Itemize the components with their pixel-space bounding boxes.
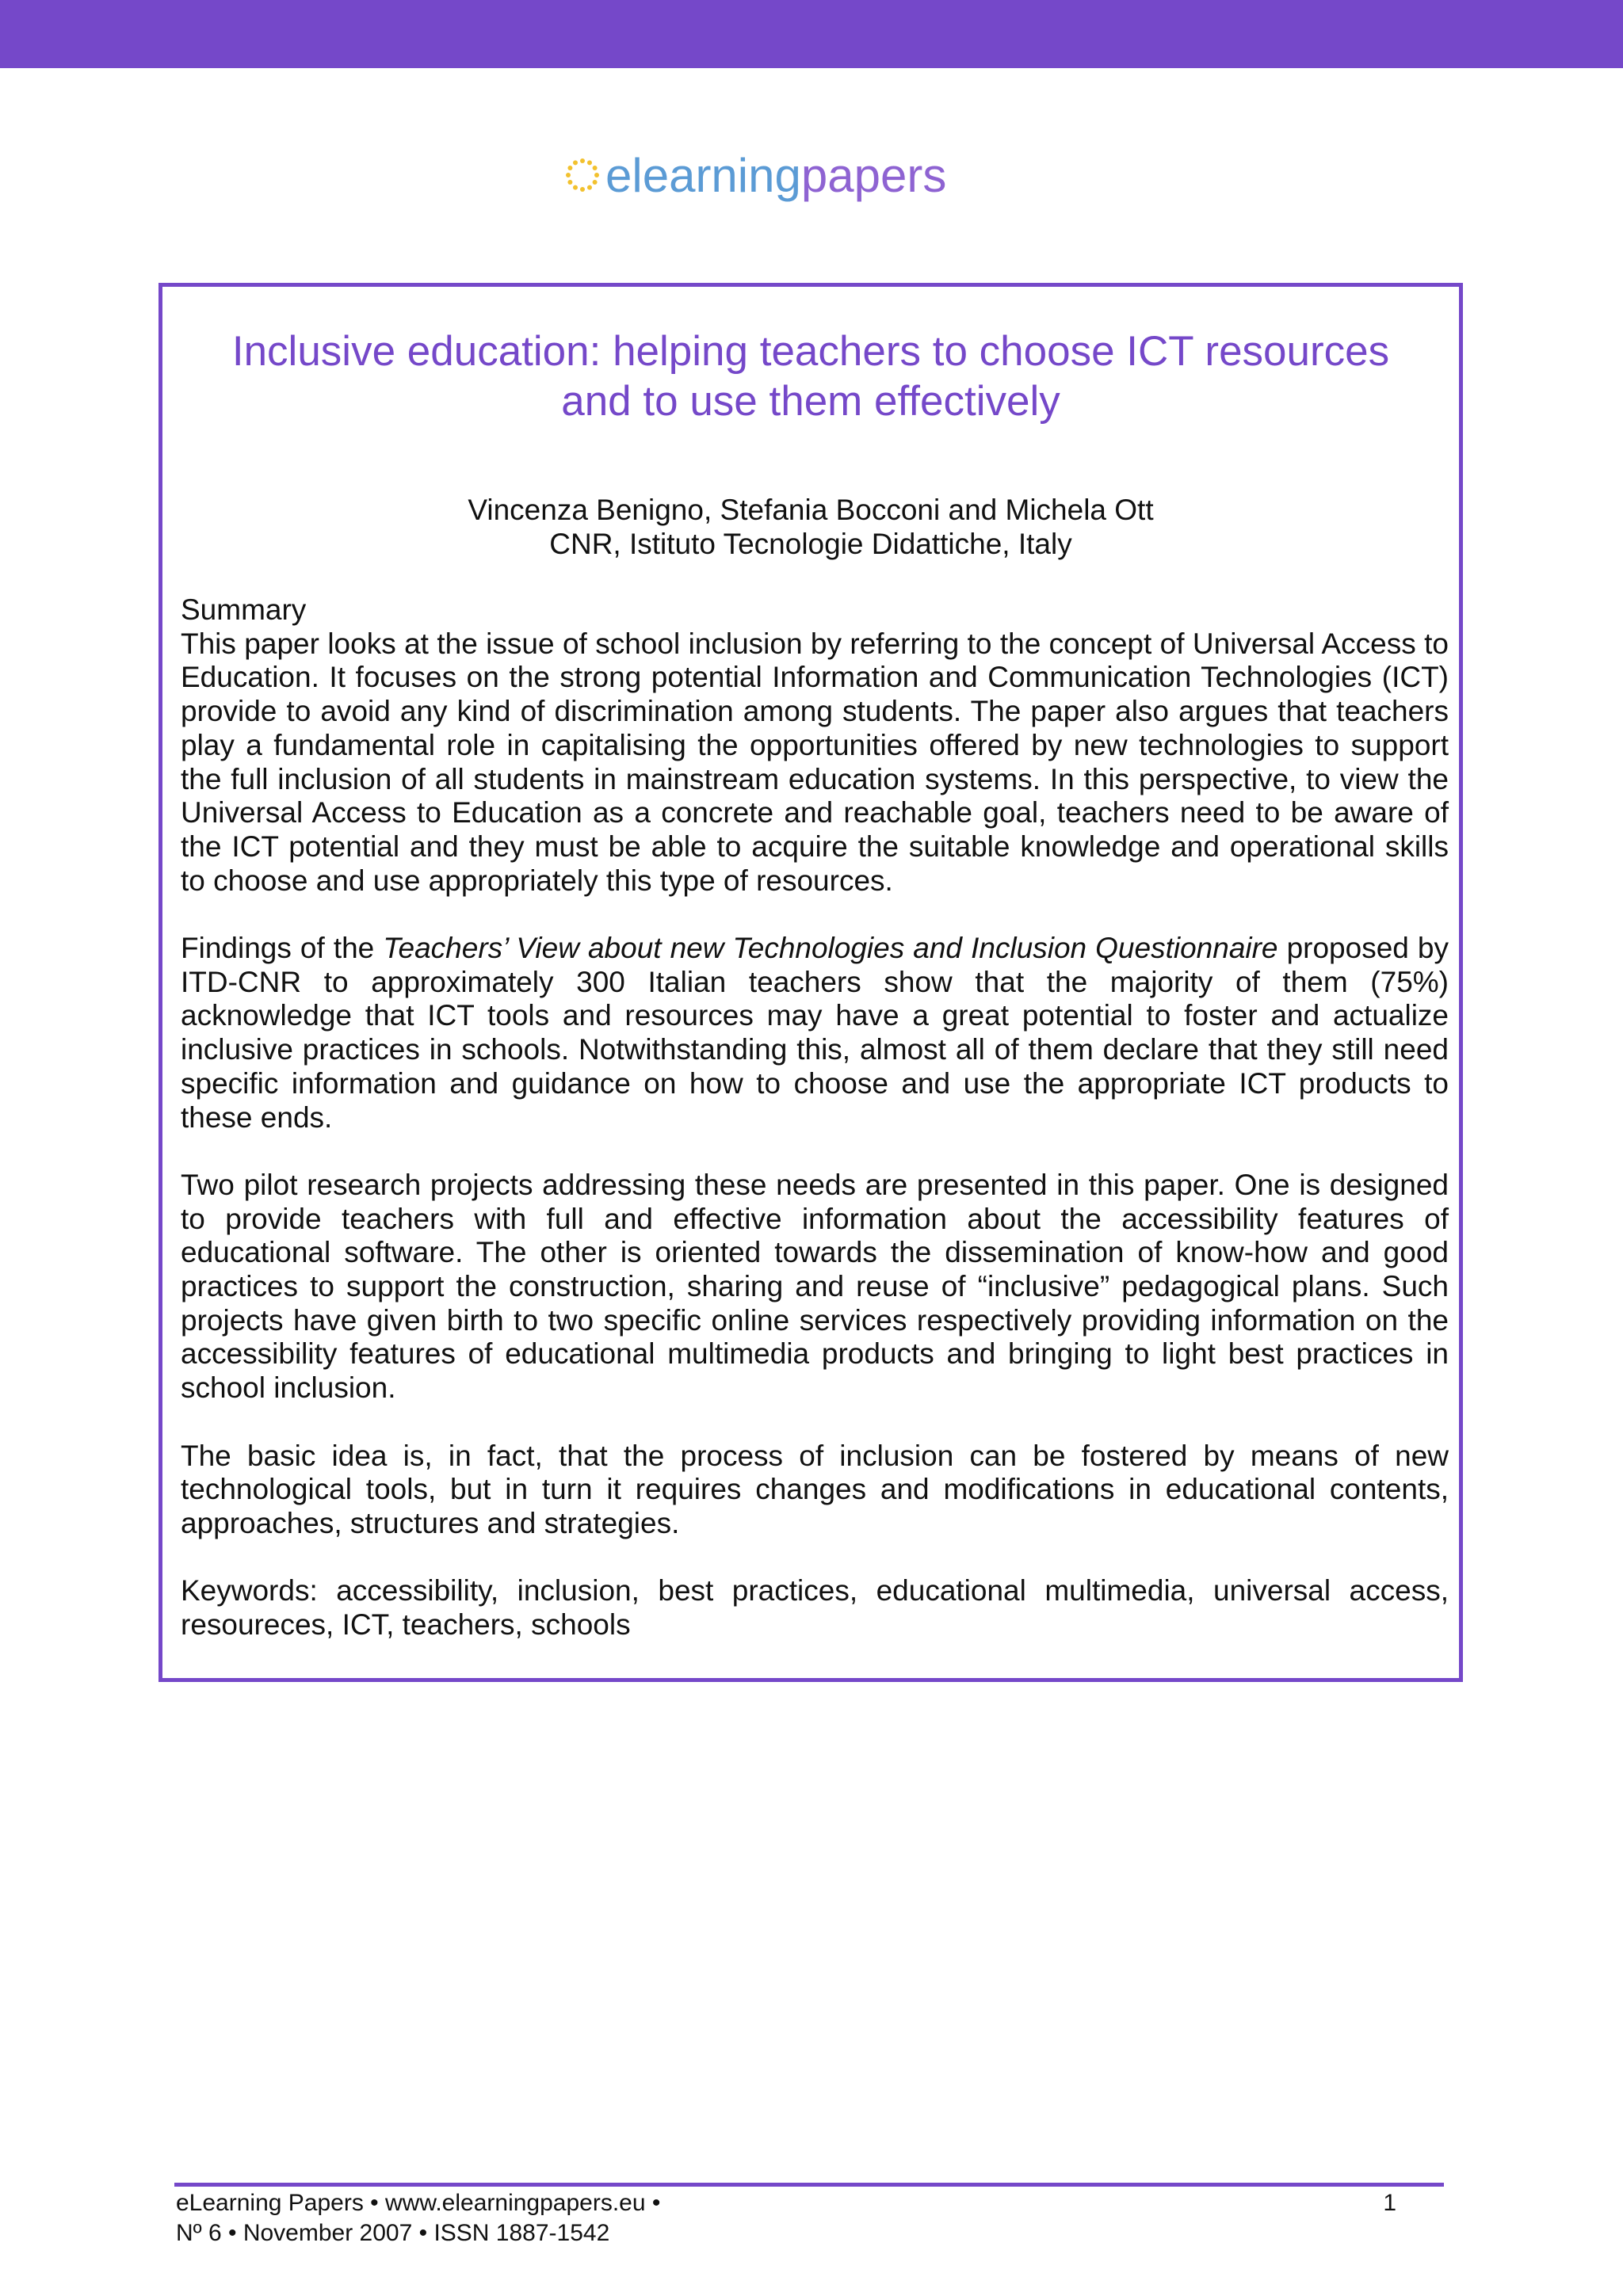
summary-paragraph-4: The basic idea is, in fact, that the process of inclusion can be fostered by means of new technological tools, but in turn it requires changes and modifications in educational contents, approaches, structures and strategies.	[181, 1439, 1449, 1539]
footer-line-2: Nº 6 • November 2007 • ISSN 1887-1542	[176, 2220, 610, 2246]
paper-title-line2: and to use them effectively	[561, 378, 1060, 425]
summary-paragraph-2-intro: Findings of the	[181, 932, 384, 965]
summary-section	[181, 593, 1449, 1676]
keywords-list: accessibility, inclusion, best practices, educational multimedia, universal access, resoureces, ICT, teachers, schools	[181, 1574, 1449, 1642]
authors-block	[162, 493, 1459, 561]
questionnaire-title: Teachers’ View about new Technologies and Inclusion Questionnaire	[383, 932, 1278, 965]
summary-paragraph-2	[181, 932, 1449, 1135]
author-affiliation: CNR, Istituto Tecnologie Didattiche, Italy	[549, 528, 1072, 560]
page-footer	[176, 2188, 1396, 2248]
footer-rule	[174, 2183, 1444, 2187]
page-number: 1	[1383, 2190, 1396, 2216]
author-names: Vincenza Benigno, Stefania Bocconi and Michela Ott	[468, 494, 1154, 526]
logo-word-papers: papers	[800, 148, 947, 202]
summary-paragraph-1: This paper looks at the issue of school inclusion by referring to the concept of Universal Access to Education. It focuses on the strong potential Information and Communication Technologies (ICT) provide to avoid any kind of discrimination among students. The paper also argues that teachers play a fundamental role in capitalising the opportunities offered by new technologies to support the full inclusion of all students in mainstream education systems. In this perspective, to view the Universal Access to Education as a concrete and reachable goal, teachers need to be aware of the ICT potential and they must be able to acquire the suitable knowledge and operational skills to choose and use appropriately this type of resources.	[181, 627, 1449, 897]
top-color-band	[0, 0, 1623, 68]
keywords-label: Keywords:	[181, 1574, 318, 1608]
logo-word-elearning: elearning	[605, 148, 801, 202]
summary-paragraph-2-body: proposed by ITD-CNR to approximately 300 Italian teachers show that the majority of them (75%) acknowledge that ICT tools and resources may have a great potential to foster and actualize inclusive practices in schools. Notwithstanding this, almost all of them declare that they still need specific information and guidance on how to choose and use the appropriate ICT products to these ends.	[181, 932, 1449, 1134]
eu-stars-icon	[564, 157, 601, 193]
abstract-box	[158, 283, 1463, 1682]
keywords-paragraph	[181, 1574, 1449, 1642]
elearningpapers-logo	[564, 147, 976, 203]
summary-heading: Summary	[181, 593, 307, 626]
footer-line-1: eLearning Papers • www.elearningpapers.eu •	[176, 2190, 661, 2216]
summary-paragraph-3: Two pilot research projects addressing these needs are presented in this paper. One is designed to provide teachers with full and effective information about the accessibility features of educational software. The other is oriented towards the dissemination of know-how and good practices to support the construction, sharing and reuse of “inclusive” pedagogical plans. Such projects have given birth to two specific online services respectively providing information on the accessibility features of educational multimedia products and bringing to light best practices in school inclusion.	[181, 1168, 1449, 1405]
paper-title	[162, 326, 1459, 426]
paper-title-line1: Inclusive education: helping teachers to choose ICT resources	[231, 328, 1390, 375]
